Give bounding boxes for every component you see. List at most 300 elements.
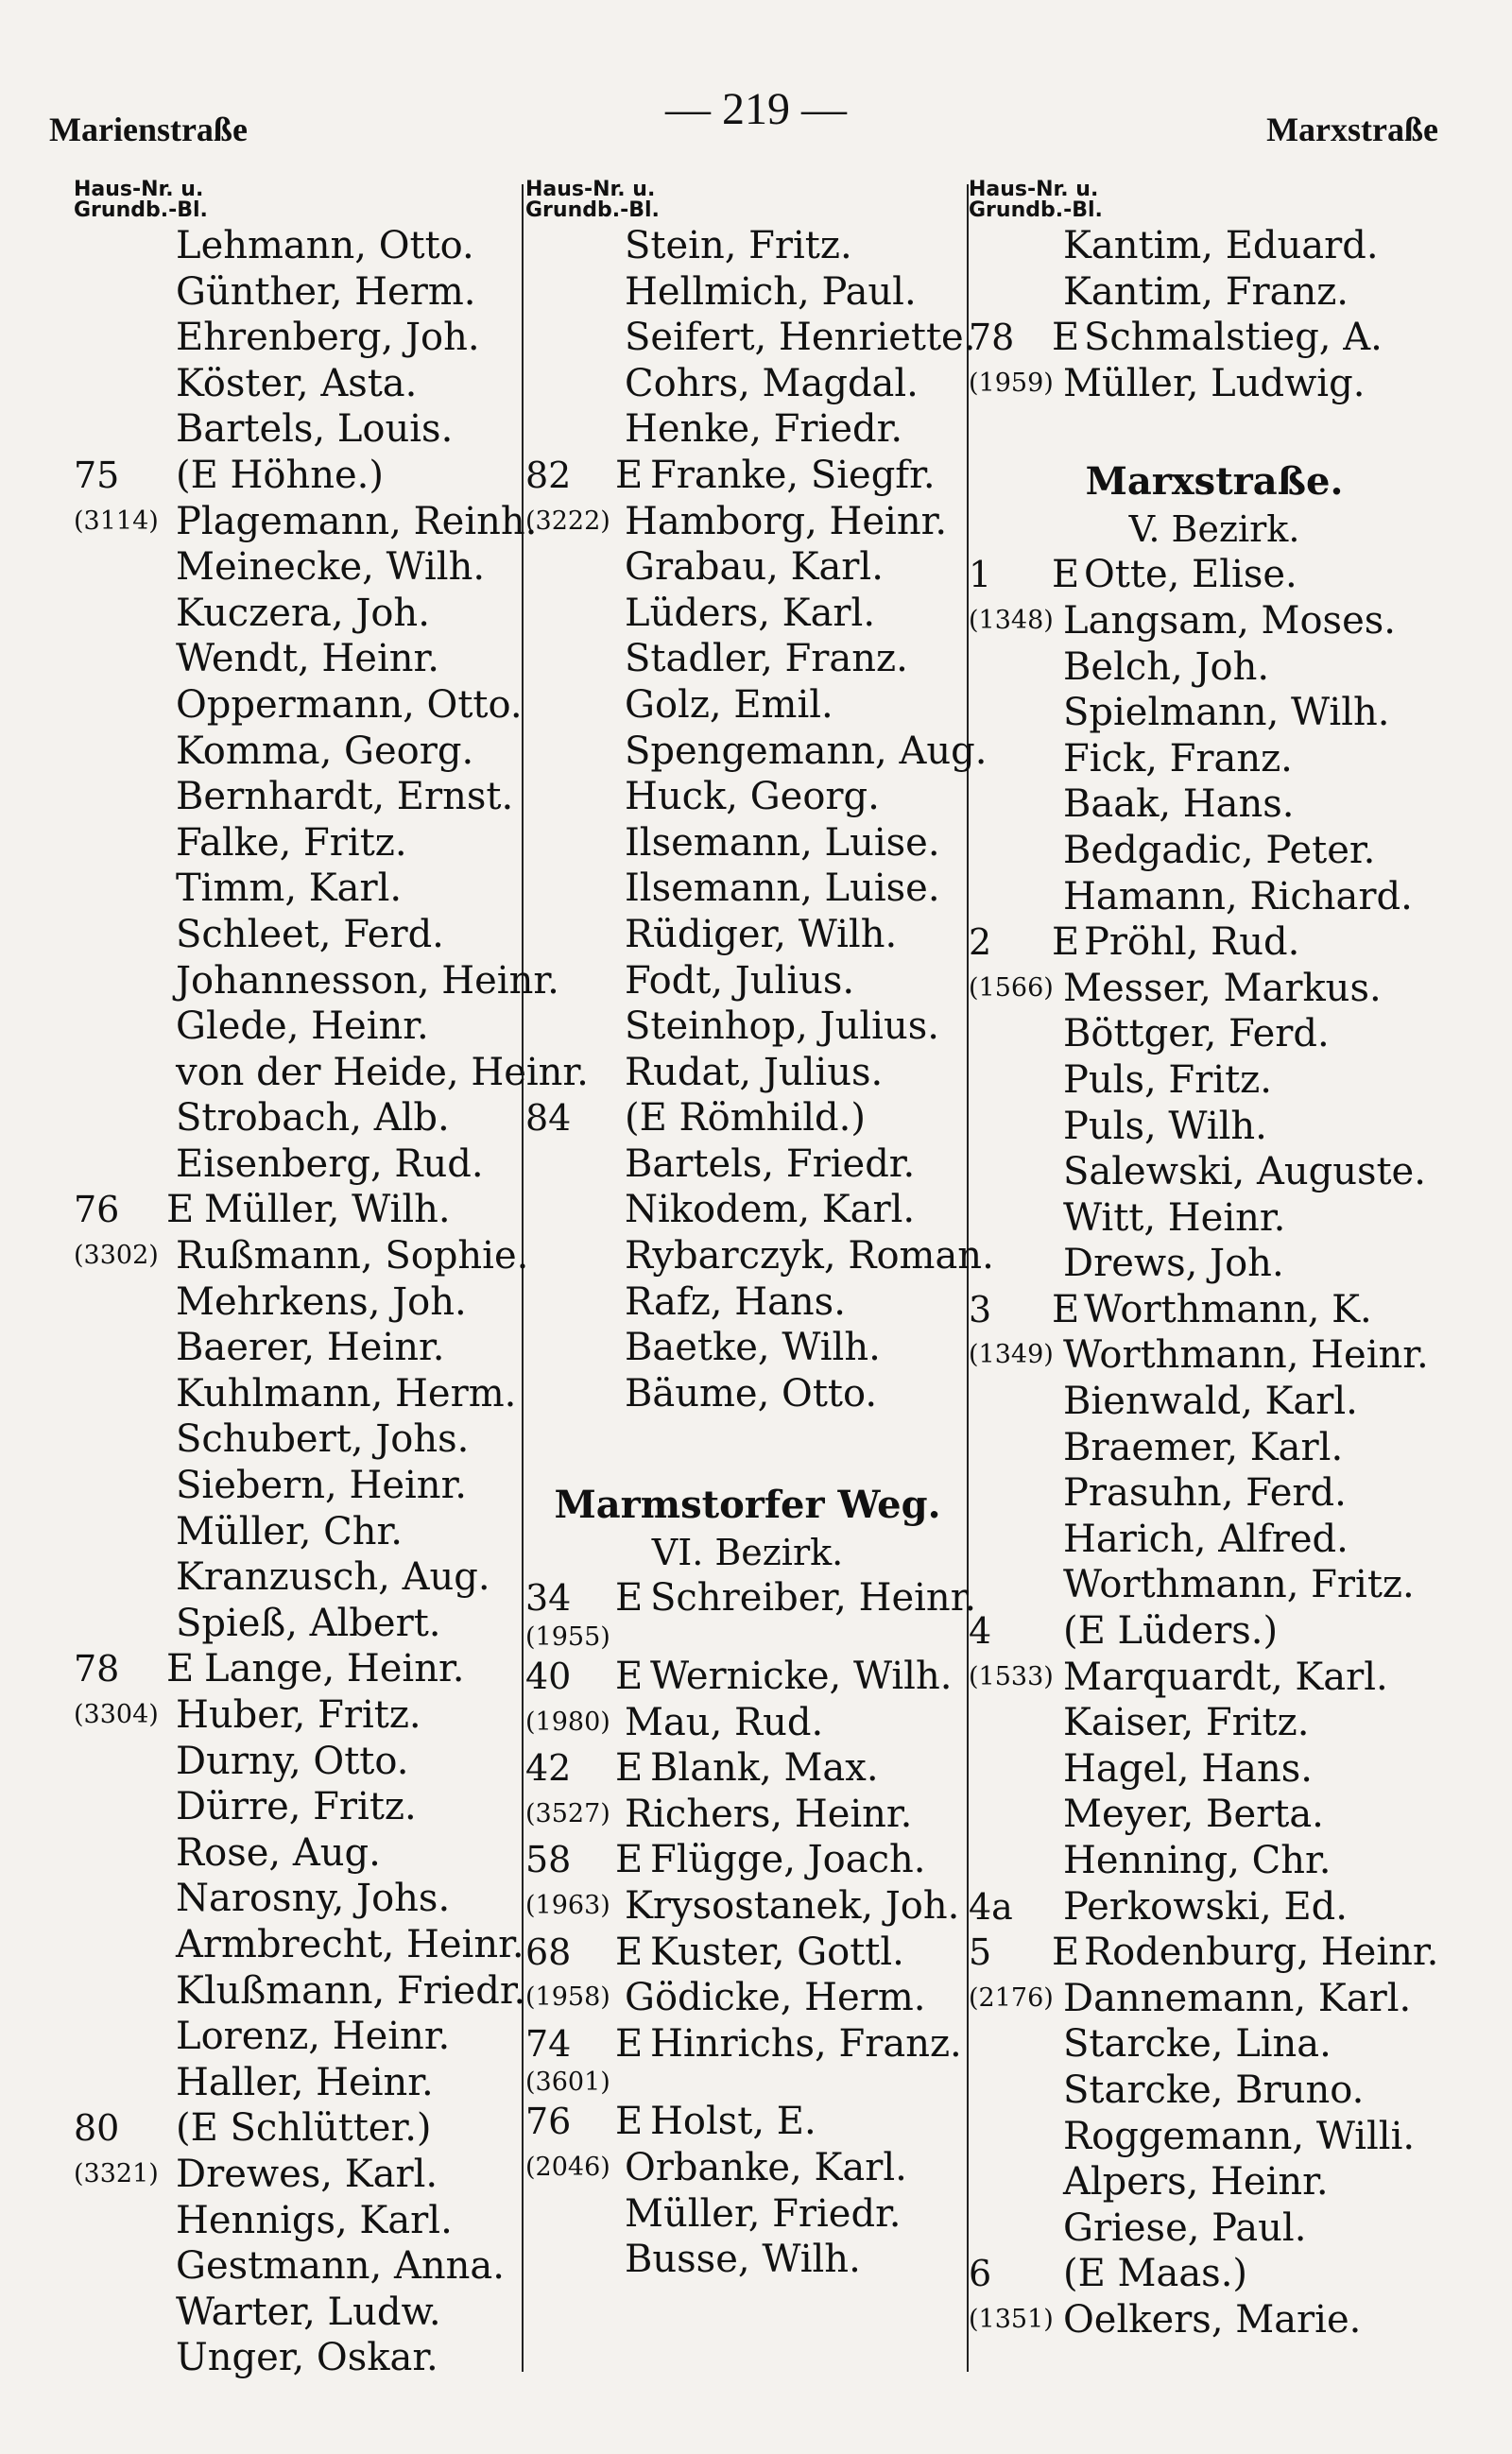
resident-name: Komma, Georg. <box>176 729 474 773</box>
resident-name: Oppermann, Otto. <box>176 682 523 727</box>
directory-entry <box>969 919 1460 966</box>
directory-entry <box>969 1562 1460 1608</box>
directory-entry <box>525 1975 970 2021</box>
directory-entry <box>74 1050 589 1096</box>
resident-name: Günther, Herm. <box>176 269 476 314</box>
land-register-number: (1955) <box>525 1622 610 1653</box>
resident-name: Puls, Fritz. <box>1063 1057 1272 1102</box>
resident-name: Richers, Heinr. <box>625 1792 913 1836</box>
house-number: 68 <box>525 1931 572 1973</box>
resident-name: Meyer, Berta. <box>1063 1793 1324 1837</box>
land-register-number: (1566) <box>969 972 1054 1003</box>
directory-entry <box>969 2114 1460 2160</box>
directory-entry <box>525 1004 970 1050</box>
resident-name: Schreiber, Heinr. <box>650 1576 977 1621</box>
section-subtitle: VI. Bezirk. <box>651 1532 844 1574</box>
directory-entry <box>74 1876 518 1922</box>
directory-entry <box>969 552 1460 598</box>
resident-name: Blank, Max. <box>650 1746 879 1791</box>
resident-name: Cohrs, Magdal. <box>625 361 919 405</box>
resident-name: Rußmann, Sophie. <box>176 1234 529 1278</box>
resident-name: Baak, Hans. <box>1063 782 1295 827</box>
resident-name: Rodenburg, Heinr. <box>1084 1931 1439 1975</box>
resident-name: Hagel, Hans. <box>1063 1746 1313 1791</box>
resident-name: Rose, Aug. <box>176 1830 381 1875</box>
land-register-number: (1958) <box>525 1982 610 2013</box>
directory-entry <box>74 2014 518 2060</box>
resident-name: Nikodem, Karl. <box>625 1188 916 1232</box>
resident-name: Strobach, Alb. <box>176 1096 450 1141</box>
resident-name: Armbrecht, Heinr. <box>176 1922 524 1966</box>
resident-name: Bernhardt, Ernst. <box>176 775 514 819</box>
directory-entry <box>525 2067 970 2099</box>
directory-entry <box>74 1646 518 1692</box>
resident-name: Schleet, Ferd. <box>176 912 444 956</box>
resident-name: Bartels, Friedr. <box>625 1141 916 1186</box>
directory-entry <box>525 1622 970 1654</box>
directory-entry <box>525 1050 970 1096</box>
entry-list <box>969 552 1460 2342</box>
resident-name: Bedgadic, Peter. <box>1063 828 1376 872</box>
directory-entry <box>969 1608 1460 1655</box>
directory-entry <box>525 1745 970 1792</box>
resident-name: Spielmann, Wilh. <box>1063 691 1390 735</box>
resident-name: Schubert, Johs. <box>176 1417 470 1462</box>
land-register-number: (1533) <box>969 1661 1054 1691</box>
resident-name: Fick, Franz. <box>1063 736 1293 781</box>
house-number: 78 <box>74 1648 120 1690</box>
resident-name: Kantim, Eduard. <box>1063 224 1379 267</box>
directory-entry <box>525 1700 970 1746</box>
owner-marker: E <box>615 1838 644 1882</box>
column-3 <box>969 180 1460 2381</box>
directory-entry <box>969 1057 1460 1104</box>
land-register-number: (2176) <box>969 1982 1054 2013</box>
directory-entry <box>969 269 1460 316</box>
directory-entry <box>74 406 518 453</box>
resident-name: Krysostanek, Joh. <box>625 1884 960 1928</box>
resident-name: Worthmann, K. <box>1084 1287 1372 1331</box>
resident-name: Langsam, Moses. <box>1063 598 1396 643</box>
resident-name: Mehrkens, Joh. <box>176 1279 467 1324</box>
resident-name: Alpers, Heinr. <box>1063 2160 1329 2205</box>
directory-entry <box>525 2191 970 2238</box>
directory-entry <box>74 636 518 682</box>
resident-name: Salewski, Auguste. <box>1063 1150 1426 1194</box>
directory-entry <box>969 2159 1460 2205</box>
resident-name: Timm, Karl. <box>176 867 403 911</box>
directory-entry <box>525 1930 970 1976</box>
directory-entry <box>74 1601 518 1647</box>
resident-name: Lorenz, Heinr. <box>176 2015 451 2059</box>
resident-name: Orbanke, Karl. <box>625 2145 907 2189</box>
resident-name: Steinhop, Julius. <box>625 1004 939 1049</box>
house-number: 4 <box>969 1610 992 1653</box>
resident-name: Baetke, Wilh. <box>625 1326 881 1370</box>
directory-entry <box>74 1554 518 1601</box>
resident-name: Bäume, Otto. <box>625 1371 878 1416</box>
resident-name: Drews, Joh. <box>1063 1242 1284 1286</box>
resident-name: Rafz, Hans. <box>625 1279 846 1324</box>
resident-name: Starcke, Bruno. <box>1063 2068 1365 2112</box>
directory-entry <box>969 2021 1460 2068</box>
resident-name: Eisenberg, Rud. <box>176 1141 484 1186</box>
directory-entry <box>74 1141 518 1188</box>
column-header: Haus-Nr. u. Grundb.-Bl. <box>74 178 208 222</box>
resident-name: Müller, Friedr. <box>625 2191 902 2236</box>
resident-name: Holst, E. <box>650 2100 816 2144</box>
land-register-number: (3302) <box>74 1241 159 1271</box>
resident-name: Unger, Oskar. <box>176 2336 438 2380</box>
resident-name: Drewes, Karl. <box>176 2152 438 2196</box>
owner-marker: E <box>166 1647 195 1691</box>
resident-name: Pröhl, Rud. <box>1084 920 1300 965</box>
resident-name: Kaiser, Fritz. <box>1063 1701 1310 1745</box>
directory-entry <box>525 499 970 545</box>
resident-name: Huck, Georg. <box>625 775 880 819</box>
directory-entry <box>969 1332 1460 1379</box>
directory-entry <box>969 781 1460 828</box>
directory-entry <box>74 912 518 958</box>
land-register-number: (3601) <box>525 2068 610 2098</box>
resident-name: Flügge, Joach. <box>650 1838 926 1882</box>
owner-marker: E <box>615 2100 644 2144</box>
directory-entry <box>74 820 518 867</box>
directory-entry <box>74 361 518 407</box>
directory-entry <box>525 1095 970 1141</box>
resident-name: Oelkers, Marie. <box>1063 2297 1362 2342</box>
land-register-number: (3304) <box>74 1700 159 1729</box>
resident-name: Haller, Heinr. <box>176 2060 434 2104</box>
directory-entry <box>525 2145 970 2191</box>
land-register-number: (1980) <box>525 1707 610 1737</box>
owner-marker: E <box>1052 553 1080 597</box>
owner-marker: E <box>615 2021 644 2066</box>
directory-entry <box>525 1575 977 1622</box>
directory-entry <box>525 2237 970 2283</box>
owner-marker: E <box>1052 1931 1080 1975</box>
resident-name: Roggemann, Willi. <box>1063 2114 1416 2158</box>
page-header <box>0 83 1512 159</box>
directory-entry <box>525 912 970 958</box>
directory-entry <box>74 1325 518 1371</box>
directory-entry <box>969 1700 1460 1746</box>
resident-name: Spengemann, Aug. <box>625 729 988 773</box>
directory-entry <box>969 1930 1460 1976</box>
directory-entry <box>74 499 538 545</box>
owner-marker: E <box>1052 920 1080 965</box>
resident-name: Bartels, Louis. <box>176 407 454 452</box>
resident-name: Hinrichs, Franz. <box>650 2021 962 2066</box>
directory-entry <box>969 966 1460 1012</box>
resident-name: Kuczera, Joh. <box>176 591 430 635</box>
resident-name: Müller, Ludwig. <box>1063 361 1366 405</box>
resident-name: Rüdiger, Wilh. <box>625 912 898 956</box>
resident-name: Braemer, Karl. <box>1063 1425 1344 1469</box>
resident-name: Seifert, Henriette. <box>625 316 976 360</box>
resident-name: Hellmich, Paul. <box>625 269 917 314</box>
directory-entry <box>74 2152 518 2198</box>
resident-name: von der Heide, Heinr. <box>176 1050 589 1094</box>
resident-name: Stadler, Franz. <box>625 637 908 681</box>
land-register-number: (1348) <box>969 605 1054 635</box>
resident-name: Otte, Elise. <box>1084 553 1297 597</box>
resident-name: Ilsemann, Luise. <box>625 867 940 911</box>
house-number: 80 <box>74 2107 120 2150</box>
house-number: 78 <box>969 317 1015 359</box>
directory-entry <box>525 1141 970 1188</box>
land-register-number: (1349) <box>969 1340 1054 1370</box>
land-register-number: (1959) <box>969 368 1054 398</box>
house-number: 6 <box>969 2253 992 2295</box>
directory-entry <box>969 1104 1460 1150</box>
directory-entry <box>969 736 1460 782</box>
resident-name: Witt, Heinr. <box>1063 1195 1286 1240</box>
resident-name: Golz, Emil. <box>625 682 833 727</box>
directory-entry <box>525 2099 970 2145</box>
directory-entry <box>525 406 970 453</box>
directory-entry <box>969 2205 1460 2252</box>
owner-marker: E <box>615 453 644 497</box>
resident-name: Hamborg, Heinr. <box>625 499 948 543</box>
directory-entry <box>74 729 518 775</box>
resident-name: Griese, Paul. <box>1063 2205 1307 2250</box>
resident-name: Klußmann, Friedr. <box>176 1968 526 2013</box>
directory-entry <box>74 1784 518 1830</box>
resident-name: Mau, Rud. <box>625 1700 824 1744</box>
house-number: 1 <box>969 554 992 596</box>
resident-name: Kranzusch, Aug. <box>176 1555 490 1600</box>
resident-name: (E Lüders.) <box>1063 1609 1279 1654</box>
resident-name: Rudat, Julius. <box>625 1050 884 1094</box>
directory-entry <box>969 2297 1460 2343</box>
directory-entry <box>969 1241 1460 1287</box>
directory-entry <box>525 361 970 407</box>
land-register-number: (1963) <box>525 1891 610 1920</box>
directory-entry <box>74 1095 518 1141</box>
resident-name: Lehmann, Otto. <box>176 224 474 267</box>
directory-entry <box>969 1287 1460 1333</box>
resident-name: Kantim, Franz. <box>1063 269 1349 314</box>
resident-name: Gödicke, Herm. <box>625 1976 926 2020</box>
directory-entry <box>969 598 1460 644</box>
directory-entry <box>74 1509 518 1555</box>
directory-entry <box>74 1004 518 1050</box>
directory-entry <box>969 1655 1460 1701</box>
directory-entry <box>525 1233 994 1279</box>
resident-name: Lange, Heinr. <box>204 1647 465 1691</box>
directory-entry <box>525 1325 970 1371</box>
resident-name: (E Höhne.) <box>176 453 384 497</box>
directory-entry <box>525 2021 970 2068</box>
directory-entry <box>74 2335 518 2381</box>
directory-entry <box>525 820 970 867</box>
directory-entry <box>74 682 523 729</box>
entry-list <box>525 1575 977 2282</box>
running-head-left: Marienstraße <box>49 111 248 148</box>
directory-entry <box>525 1883 970 1930</box>
resident-name: (E Schlütter.) <box>176 2106 432 2151</box>
section-subtitle: V. Bezirk. <box>1128 508 1300 551</box>
directory-entry <box>74 544 518 591</box>
directory-entry <box>74 223 518 269</box>
resident-name: Perkowski, Ed. <box>1063 1884 1348 1929</box>
directory-entry <box>74 1692 518 1739</box>
resident-name: Gestmann, Anna. <box>176 2244 505 2289</box>
resident-name: Lüders, Karl. <box>625 591 876 635</box>
directory-entry <box>525 729 988 775</box>
directory-entry <box>74 591 518 637</box>
directory-entry <box>74 2198 518 2244</box>
directory-entry <box>74 2105 518 2152</box>
house-number: 4a <box>969 1885 1013 1928</box>
directory-entry <box>525 1187 970 1233</box>
directory-entry <box>74 1739 518 1785</box>
resident-name: Narosny, Johs. <box>176 1877 451 1921</box>
directory-entry <box>525 1654 970 1700</box>
directory-entry <box>74 958 559 1004</box>
directory-entry <box>969 1011 1460 1057</box>
directory-entry <box>74 1187 518 1233</box>
directory-entry <box>969 361 1460 407</box>
directory-entry <box>74 1968 526 2015</box>
resident-name: Müller, Wilh. <box>204 1188 451 1232</box>
resident-name: Baerer, Heinr. <box>176 1326 445 1370</box>
house-number: 34 <box>525 1577 572 1620</box>
resident-name: Franke, Siegfr. <box>650 453 936 497</box>
directory-entry <box>525 1279 970 1326</box>
resident-name: Marquardt, Karl. <box>1063 1655 1388 1699</box>
land-register-number: (2046) <box>525 2152 610 2182</box>
directory-entry <box>969 1195 1460 1242</box>
house-number: 40 <box>525 1656 572 1698</box>
house-number: 3 <box>969 1288 992 1330</box>
directory-entry <box>969 1792 1460 1838</box>
resident-name: Hamann, Richard. <box>1063 874 1413 918</box>
resident-name: Wernicke, Wilh. <box>650 1655 953 1699</box>
directory-entry <box>969 644 1460 691</box>
resident-name: Wendt, Heinr. <box>176 637 439 681</box>
resident-name: Hennigs, Karl. <box>176 2198 453 2242</box>
directory-entry <box>525 866 970 912</box>
directory-entry <box>525 1371 970 1417</box>
owner-marker: E <box>615 1746 644 1791</box>
directory-entry <box>74 2290 518 2336</box>
resident-name: (E Maas.) <box>1063 2252 1248 2296</box>
directory-entry <box>74 2243 518 2290</box>
directory-entry <box>969 2068 1460 2114</box>
owner-marker: E <box>615 1655 644 1699</box>
directory-entry <box>969 2251 1460 2297</box>
directory-entry <box>525 591 970 637</box>
directory-entry <box>74 453 518 499</box>
directory-entry <box>74 1463 518 1509</box>
directory-entry <box>74 866 518 912</box>
resident-name: Dannemann, Karl. <box>1063 1976 1412 2020</box>
resident-name: Glede, Heinr. <box>176 1004 429 1049</box>
column-header: Haus-Nr. u. Grundb.-Bl. <box>969 178 1103 222</box>
land-register-number: (3527) <box>525 1798 610 1828</box>
resident-name: Messer, Markus. <box>1063 966 1382 1010</box>
resident-name: Starcke, Lina. <box>1063 2022 1332 2067</box>
directory-entry <box>525 453 970 499</box>
resident-name: Prasuhn, Ferd. <box>1063 1471 1347 1516</box>
directory-entry <box>525 269 970 316</box>
directory-entry <box>525 315 976 361</box>
resident-name: Busse, Wilh. <box>625 2238 861 2282</box>
directory-entry <box>969 828 1460 874</box>
owner-marker: E <box>1052 316 1080 360</box>
directory-entry <box>74 1233 529 1279</box>
owner-marker: E <box>1052 1287 1080 1331</box>
resident-name: Kuhlmann, Herm. <box>176 1371 517 1416</box>
directory-entry <box>525 636 970 682</box>
owner-marker: E <box>615 1576 644 1621</box>
resident-name: Johannesson, Heinr. <box>176 958 559 1003</box>
directory-entry <box>969 315 1460 361</box>
directory-entry <box>969 1517 1460 1563</box>
directory-entry <box>969 874 1460 920</box>
resident-name: Durny, Otto. <box>176 1739 409 1783</box>
resident-name: Stein, Fritz. <box>625 224 852 267</box>
directory-entry <box>74 774 518 820</box>
directory-entry <box>74 1371 518 1417</box>
resident-name: Schmalstieg, A. <box>1084 316 1383 360</box>
house-number: 76 <box>74 1189 120 1231</box>
resident-name: (E Römhild.) <box>625 1096 866 1141</box>
directory-entry <box>74 1416 518 1463</box>
directory-entry <box>74 1279 518 1326</box>
section-title: Marxstraße. <box>1085 459 1344 505</box>
entry-list <box>969 223 1460 406</box>
resident-name: Henke, Friedr. <box>625 407 903 452</box>
land-register-number: (3222) <box>525 506 610 536</box>
house-number: 84 <box>525 1097 572 1140</box>
house-number: 74 <box>525 2022 572 2065</box>
directory-entry <box>74 1922 524 1968</box>
directory-entry <box>969 1884 1460 1931</box>
resident-name: Bienwald, Karl. <box>1063 1380 1358 1424</box>
directory-entry <box>525 544 970 591</box>
resident-name: Warter, Ludw. <box>176 2290 441 2334</box>
land-register-number: (3114) <box>74 506 159 536</box>
directory-entry <box>525 1837 970 1883</box>
directory-entry <box>525 682 970 729</box>
directory-entry <box>969 1838 1460 1884</box>
resident-name: Grabau, Karl. <box>625 545 884 590</box>
directory-entry <box>525 223 970 269</box>
directory-entry <box>969 1149 1460 1195</box>
directory-entry <box>969 1470 1460 1517</box>
directory-entry <box>969 1746 1460 1793</box>
directory-entry <box>525 774 970 820</box>
resident-name: Worthmann, Heinr. <box>1063 1333 1429 1378</box>
resident-name: Meinecke, Wilh. <box>176 545 486 590</box>
resident-name: Dürre, Fritz. <box>176 1785 417 1829</box>
resident-name: Falke, Fritz. <box>176 820 407 865</box>
directory-entry <box>969 1976 1460 2022</box>
resident-name: Spieß, Albert. <box>176 1601 441 1645</box>
owner-marker: E <box>615 1930 644 1974</box>
land-register-number: (1351) <box>969 2304 1054 2334</box>
resident-name: Ilsemann, Luise. <box>625 820 940 865</box>
directory-entry <box>74 269 518 316</box>
resident-name: Huber, Fritz. <box>176 1693 421 1737</box>
directory-entry <box>74 315 518 361</box>
directory-entry <box>969 223 1460 269</box>
owner-marker: E <box>166 1188 195 1232</box>
house-number: 42 <box>525 1747 572 1790</box>
